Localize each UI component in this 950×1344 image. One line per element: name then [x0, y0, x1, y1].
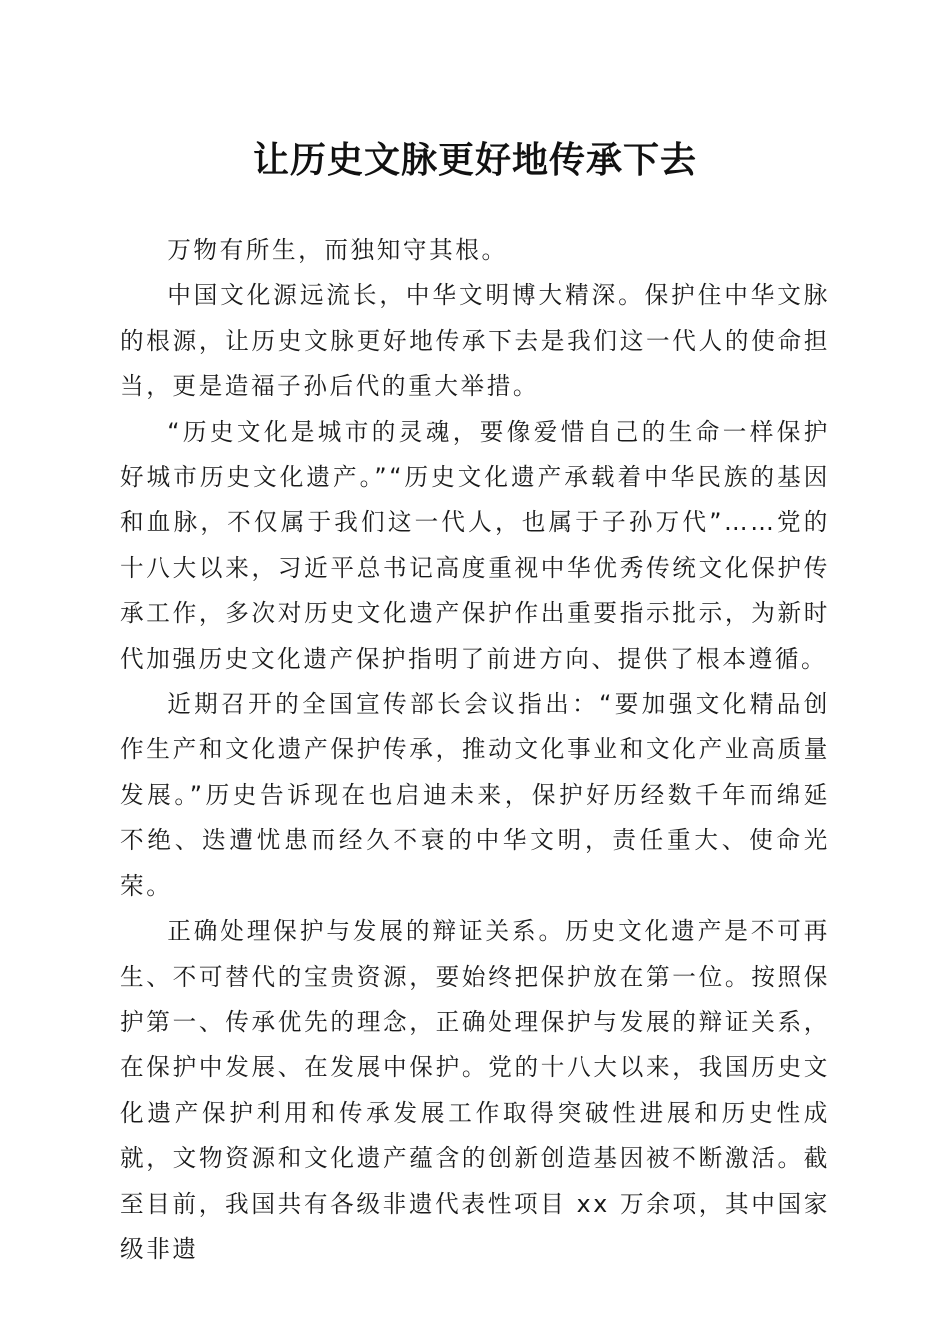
- document-title: 让历史文脉更好地传承下去: [252, 139, 697, 181]
- paragraph-4: 近期召开的全国宣传部长会议指出：“要加强文化精品创作生产和文化遗产保护传承，推动文化事业和文化产业高质量发展。”历史告诉现在也启迪未来，保护好历经数千年而绵延不绝、迭遭忧患而经久不衰的中华文明，责任重大、使命光荣。: [120, 690, 830, 900]
- document-body: [120, 228, 830, 1272]
- paragraph-3: “历史文化是城市的灵魂，要像爱惜自己的生命一样保护好城市历史文化遗产。”“历史文化遗产承载着中华民族的基因和血脉，不仅属于我们这一代人，也属于子孙万代”……党的十八大以来，习近平总书记高度重视中华优秀传统文化保护传承工作，多次对历史文化遗产保护作出重要指示批示，为新时代加强历史文化遗产保护指明了前进方向、提供了根本遵循。: [120, 417, 830, 673]
- paragraph-1: 万物有所生，而独知守其根。: [167, 236, 508, 264]
- paragraph-2: 中国文化源远流长，中华文明博大精深。保护住中华文脉的根源，让历史文脉更好地传承下去是我们这一代人的使命担当，更是造福子孙后代的重大举措。: [120, 281, 830, 401]
- paragraph-5: 正确处理保护与发展的辩证关系。历史文化遗产是不可再生、不可替代的宝贵资源，要始终把保护放在第一位。按照保护第一、传承优先的理念，正确处理保护与发展的辩证关系，在保护中发展、在发展中保护。党的十八大以来，我国历史文化遗产保护利用和传承发展工作取得突破性进展和历史性成就，文物资源和文化遗产蕴含的创新创造基因被不断激活。截至目前，我国共有各级非遗代表性项目 xx 万余项，其中国家级非遗: [120, 917, 830, 1263]
